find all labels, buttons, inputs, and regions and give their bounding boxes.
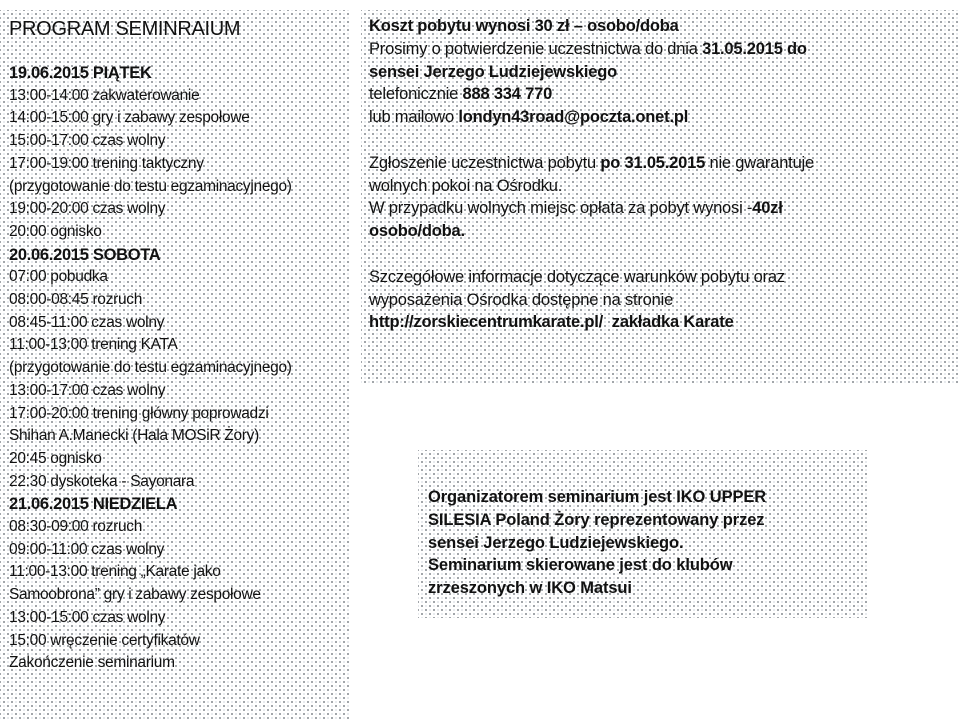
day-saturday	[9, 244, 349, 494]
program-panel	[0, 10, 351, 720]
schedule-item: 08:30-09:00 rozruch	[9, 518, 143, 536]
late-text: Zgłoszenie uczestnictwa pobytu	[369, 153, 601, 172]
email-line	[369, 106, 954, 129]
spacer	[369, 243, 954, 266]
schedule-item: 08:45-11:00 czas wolny	[9, 313, 165, 331]
schedule-item: 14:00-15:00 gry i zabawy zespołowe	[9, 109, 250, 127]
schedule-item: 19:00-20:00 czas wolny	[9, 200, 166, 218]
email-address[interactable]: londyn43road@poczta.onet.pl	[458, 108, 689, 127]
day-heading: 19.06.2015 PIĄTEK	[9, 64, 152, 82]
schedule-item: 13:00-14:00 zakwaterowanie	[9, 86, 200, 104]
organizer-panel	[418, 450, 868, 618]
late-fee-unit: osobo/doba.	[369, 222, 465, 241]
schedule-item: 20:00 ognisko	[9, 222, 102, 240]
late-date: po 31.05.2015	[600, 153, 706, 172]
organizer-line: zrzeszonych w IKO Matsui	[428, 579, 632, 598]
late-suffix: nie gwarantuje	[705, 153, 814, 172]
schedule-item: 09:00-11:00 czas wolny	[9, 540, 165, 558]
program-content	[9, 16, 349, 675]
schedule-item: 22:30 dyskoteka - Sayonara	[9, 472, 195, 490]
schedule-item: 15:00-17:00 czas wolny	[9, 132, 166, 150]
schedule-item: 11:00-13:00 trening „Karate jako	[9, 563, 221, 581]
schedule-item: Shihan A.Manecki (Hala MOSiR Żory)	[9, 427, 259, 445]
details-line-2: wyposażenia Ośrodka dostępne na stronie	[369, 290, 674, 309]
schedule-item: 17:00-20:00 trening główny poprowadzi	[9, 404, 269, 422]
confirm-text: Prosimy o potwierdzenie uczestnictwa do dnia	[369, 39, 703, 58]
phone-label: telefonicznie	[369, 85, 463, 104]
late-line	[369, 152, 954, 175]
late-fee-amount: 40zł	[752, 199, 783, 218]
website-line	[369, 311, 954, 334]
info-panel	[361, 10, 960, 385]
schedule-item: 11:00-13:00 trening KATA	[9, 336, 178, 354]
day-friday	[9, 62, 349, 244]
phone-line	[369, 83, 954, 106]
schedule-item: 13:00-15:00 czas wolny	[9, 608, 166, 626]
schedule-item: (przygotowanie do testu egzaminacyjnego)	[9, 177, 292, 195]
schedule-item: Samoobrona” gry i zabawy zespołowe	[9, 586, 261, 604]
late-line-2: wolnych pokoi na Ośrodku.	[369, 176, 563, 195]
schedule-item: (przygotowanie do testu egzaminacyjnego)	[9, 359, 292, 377]
organizer-line: Seminarium skierowane jest do klubów	[428, 556, 733, 575]
website-tab: zakładka Karate	[603, 313, 734, 332]
schedule-item: 08:00-08:45 rozruch	[9, 291, 143, 309]
phone-number[interactable]: 888 334 770	[462, 85, 553, 104]
email-label: lub mailowo	[369, 108, 459, 127]
website-link[interactable]: http://zorskiecentrumkarate.pl/	[369, 313, 604, 332]
confirm-person: sensei Jerzego Ludziejewskiego	[369, 62, 618, 81]
organizer-line: sensei Jerzego Ludziejewskiego.	[428, 533, 684, 552]
info-content	[369, 15, 954, 334]
organizer-line: SILESIA Poland Żory reprezentowany przez	[428, 510, 765, 529]
details-line-1: Szczegółowe informacje dotyczące warunków pobytu oraz	[369, 267, 785, 286]
spacer	[9, 42, 349, 62]
schedule-item: Zakończenie seminarium	[9, 654, 175, 672]
day-heading: 21.06.2015 NIEDZIELA	[9, 495, 178, 514]
late-fee-line	[369, 197, 954, 220]
late-fee-text: W przypadku wolnych miejsc opłata za pobyt wynosi -	[369, 199, 753, 218]
confirm-date: 31.05.2015 do	[702, 39, 807, 58]
schedule-item: 13:00-17:00 czas wolny	[9, 381, 166, 399]
organizer-content	[428, 486, 858, 600]
program-title: PROGRAM SEMINRAIUM	[9, 18, 241, 40]
organizer-line: Organizatorem seminarium jest IKO UPPER	[428, 488, 767, 506]
spacer	[369, 129, 954, 152]
schedule-item: 07:00 pobudka	[9, 268, 108, 286]
schedule-item: 15:00 wręczenie certyfikatów	[9, 631, 200, 649]
day-sunday	[9, 493, 349, 675]
confirm-line	[369, 38, 954, 61]
day-heading: 20.06.2015 SOBOTA	[9, 245, 161, 264]
schedule-item: 20:45 ognisko	[9, 449, 102, 467]
schedule-item: 17:00-19:00 trening taktyczny	[9, 154, 204, 172]
cost-line: Koszt pobytu wynosi 30 zł – osobo/doba	[369, 17, 679, 35]
